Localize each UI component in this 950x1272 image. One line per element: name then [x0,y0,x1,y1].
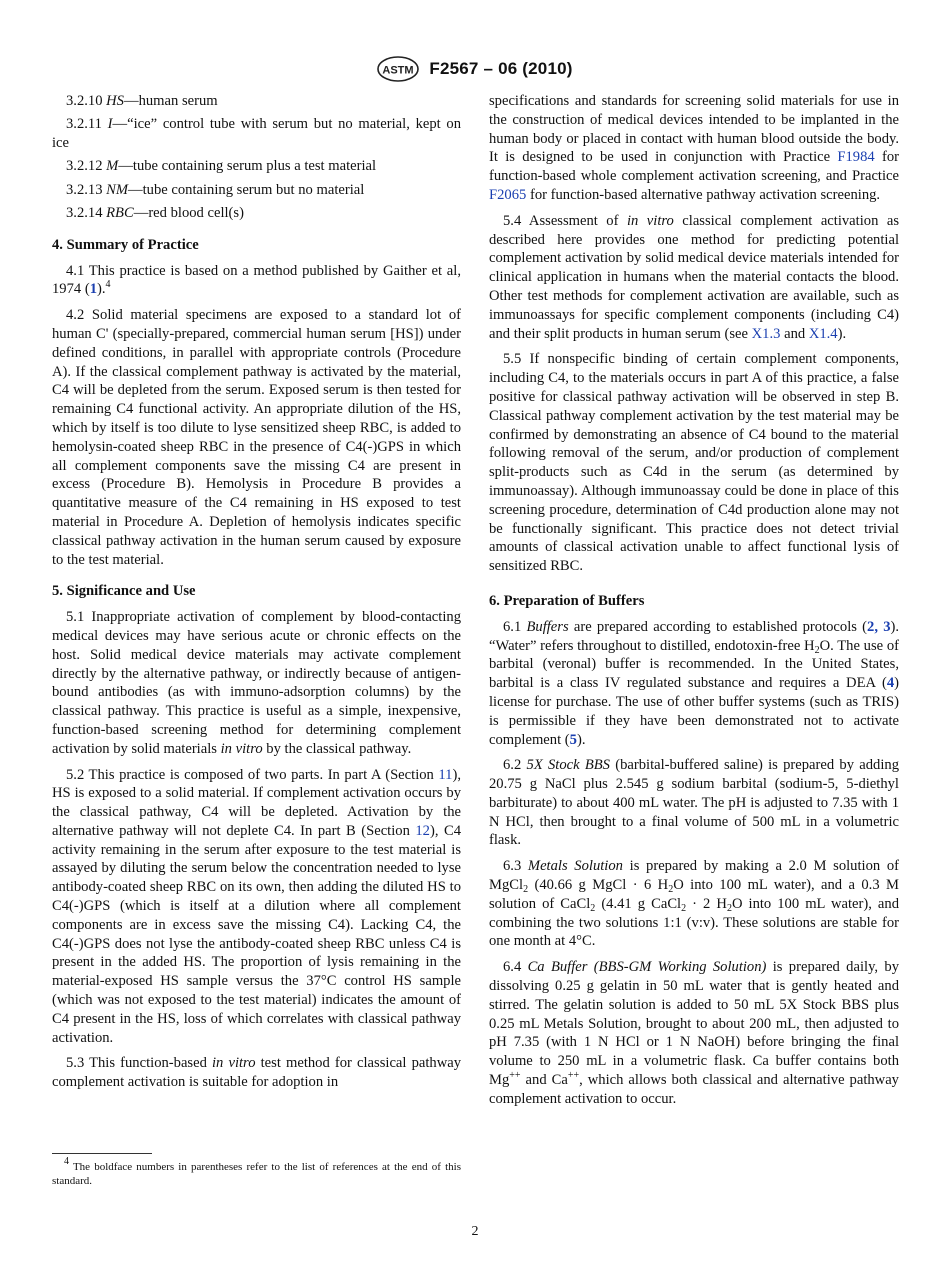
logo-text: ASTM [382,64,414,77]
reference-link[interactable]: 4 [886,675,895,692]
section-link[interactable]: 12 [415,822,430,839]
reference-link[interactable]: 1 [89,281,97,298]
page-number: 2 [471,1224,479,1239]
paragraph-6-1: 6.1 Buffers are prepared according to established protocols (2, 3). “Water” refers throughout to distilled, endotoxin-free $H_2O$. The use of barbital (veronal) buffer is recommended. In the United States, barbital is a class IV regulated substance and requires a DEA (4) license for purchase. The use of other buffer systems (such as TRIS) is permissible if they have been demonstrated not to activate complement (5). [489,618,900,748]
definition-item: 3.2.13 NM—tube containing serum but no material [66,181,365,198]
paragraph-4-1: 4.1 This practice is based on a method published by Gaither et al, 1974 (1).$^4$ [52,262,461,298]
paragraph-6-3: 6.3 Metals Solution is prepared by making a 2.0 M solution of MgCl$_2$ (40.66 g MgCl · 6 $H_2O$ into 100 mL water), and a 0.3 M solution of CaCl$_2$ (4.41 g CaCl$_2$ · 2 $H_2O$ into 100 mL water), and combining the two solutions 1:1 (v:v). These solutions are stable for one month at 4°C. [489,858,899,950]
astm-logo [377,56,419,82]
paragraph-5-2: 5.2 This practice is composed of two parts. In part A (Section 11), HS is exposed to a solid material. If complement activation occurs by the classical pathway, C4 will be depleted. Activation by the alternative pathway will not deplete C4. In part B (Section 12), C4 activity remaining in the serum after exposure to the test material is assayed by diluting the serum below the concentration needed to lyse antibody-coated sheep RBC on its own, then adding the diluted HS to C4(-)GPS (which is itself at a dilution where all complement components are in excess save the missing C4). Lacking C4, the C4(-)GPS does not lyse the antibody-coated sheep RBC unless C4 is present in the added HS. The proportion of lysis remaining in the material-exposed HS sample versus the 37°C control HS sample (which was not exposed to the test material) indicates the amount of C4 present in the HS, loss of which correlates with classical pathway activation. [52,766,462,1046]
paragraph-5-3: 5.3 This function-based in vitro test method for classical pathway complement activation is suitable for adoption in [52,1055,462,1091]
page-header [0,56,950,82]
footnote-marker: 4 [105,279,111,291]
section-4-heading: 4. Summary of Practice [52,236,199,253]
left-column [52,92,461,1099]
definition-item: 3.2.11 I—“ice” control tube with serum but no material, kept on ice [52,116,461,152]
right-column [489,92,899,1116]
definition-item: 3.2.10 HS—human serum [66,93,218,109]
section-5-heading: 5. Significance and Use [52,583,196,600]
paragraph-6-2: 6.2 5X Stock BBS (barbital-buffered saline) is prepared by adding 20.75 g NaCl plus 2.545 g sodium barbital (sodium-5, 5-diethyl barbiturate) to about 400 mL water. The pH is adjusted to 7.35 with 1 N HCl, then brought to a final volume of 500 mL in a volumetric flask. [489,757,899,849]
appendix-link[interactable]: X1.3 [751,325,781,342]
standard-link-f2065[interactable]: F2065 [489,186,527,203]
footnote: $^4$ The boldface numbers in parentheses refer to the list of references at the end of this standard. [52,1156,461,1187]
footnote-divider [52,1153,152,1154]
paragraph-5-3-continued: specifications and standards for screening solid materials for use in the construction of medical devices intended to be implanted in the human body or placed in contact with human blood outside the body. It is designed to be used in conjunction with Practice F1984 for function-based whole complement activation screening, and Practice F2065 for function-based alternative pathway activation screening. [489,93,899,203]
paragraph-5-1: 5.1 Inappropriate activation of complement by blood-contacting medical devices may have serious acute or chronic effects on the host. Solid medical device materials may activate complement directly by the alternative pathway, or indirectly because of antigen-bound antibodies (as with immuno-adsorption columns) by the classical pathway. This practice is useful as a simple, inexpensive, function-based screening method for determining complement activation by solid materials in vitro by the classical pathway. [52,609,461,757]
paragraph-5-4: 5.4 Assessment of in vitro classical complement activation as described here provides one method for predicting potential complement activation by solid medical device materials intended for clinical application in humans when the material contacts the blood. Other test methods for complement activation are available, such as immunoassays for specific complement components (including C4) and their split products in human serum (see X1.3 and X1.4). [489,212,899,342]
reference-link[interactable]: 2, 3 [867,618,891,635]
document-id: F2567 – 06 (2010) [429,59,573,78]
section-link[interactable]: 11 [438,766,453,783]
definition-item: 3.2.14 RBC—red blood cell(s) [66,204,244,221]
paragraph-5-5: 5.5 If nonspecific binding of certain complement components, including C4, to the materials occurs in part A of this practice, a false positive for classical pathway activation will be observed in step B. Classical pathway complement activation by the test material may be confirmed by demonstrating an absence of C4 bound to the material following removal of the serum, and/or production of complement split-products such as C4d in the serum (as determined by immunoassay). Although immunoassay could be done in place of this screening procedure, determination of C4d production alone may not be functionally significant. This practice does not detect trivial amounts of classical activation unable to affect functional lysis of sensitized RBC. [489,351,899,575]
section-6-heading: 6. Preparation of Buffers [489,592,645,609]
paragraph-6-4: 6.4 Ca Buffer (BBS-GM Working Solution) is prepared daily, by dissolving 0.25 g gelatin in 50 mL water that is gently heated and stirred. The gelatin solution is added to 50 mL 5X Stock BBS plus 0.25 mL Metals Solution, brought to about 200 mL, then adjusted to pH 7.35 (with 1 N HCl or 1 N NaOH) before bringing the final volume to 250 mL in a volumetric flask. Ca buffer contains both Mg++ and Ca++, which allows both classical and alternative pathway complement activation to occur. [489,959,899,1107]
definition-item: 3.2.12 M—tube containing serum plus a test material [66,158,377,175]
reference-link[interactable]: 5 [569,731,577,748]
standard-link-f1984[interactable]: F1984 [837,149,875,166]
paragraph-4-2: 4.2 Solid material specimens are exposed to a standard lot of human C' (specially-prepared, commercial human serum [HS]) under defined conditions, in parallel with appropriate controls (Procedure A). If the classical complement pathway is activated by the material, C4 will be depleted from the serum. Exposed serum is then tested for remaining C4 functional activity. An appropriate dilution of the HS, which by itself is too dilute to lyse sensitized sheep RBC, is added to hemolysin-coated sheep RBC in the presence of C4(-)GPS in which all complement components save the missing C4 are present in excess (Procedure B). Hemolysis in Procedure B provides a quantitative measure of the C4 remaining in HS exposed to test material in Procedure A. Depletion of hemolysis indicates specific classical pathway activation in the human serum caused by exposure to the test material. [52,307,461,568]
appendix-link[interactable]: X1.4 [808,325,838,342]
